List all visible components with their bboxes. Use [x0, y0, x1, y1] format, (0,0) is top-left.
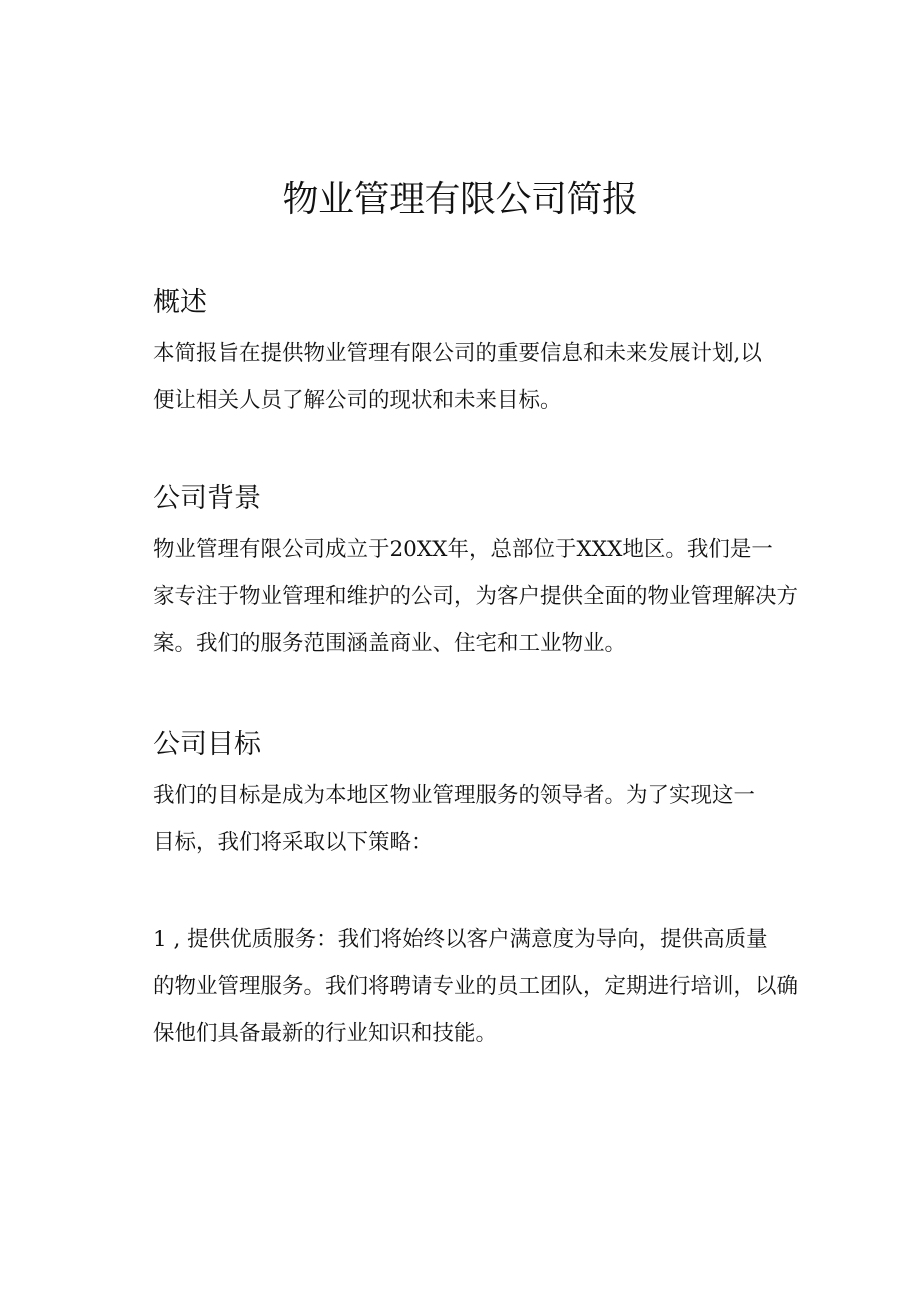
- paragraph-line: 物业管理有限公司成立于20XX年，总部位于XXX地区。我们是一: [153, 537, 773, 562]
- paragraph-line: 本简报旨在提供物业管理有限公司的重要信息和未来发展计划,以: [153, 341, 762, 366]
- paragraph-line: 的物业管理服务。我们将聘请专业的员工团队，定期进行培训，以确: [153, 974, 799, 999]
- section-heading-background: 公司背景: [153, 483, 261, 514]
- paragraph-line: 保他们具备最新的行业知识和技能。: [153, 1021, 498, 1046]
- paragraph-line: 我们的目标是成为本地区物业管理服务的领导者。为了实现这一: [153, 783, 756, 808]
- paragraph-line: 目标，我们将采取以下策略：: [153, 830, 433, 855]
- document-title: 物业管理有限公司简报: [282, 179, 638, 220]
- section-heading-overview: 概述: [153, 287, 207, 318]
- strategy-paragraph-1: [109, 916, 815, 1057]
- paragraph-line: 家专注于物业管理和维护的公司，为客户提供全面的物业管理解决方: [153, 584, 799, 609]
- section-paragraph-goals: [109, 772, 815, 866]
- section-paragraph-background: [109, 526, 815, 667]
- section-heading-goals: 公司目标: [153, 729, 261, 760]
- paragraph-line: 案。我们的服务范围涵盖商业、住宅和工业物业。: [153, 631, 627, 656]
- paragraph-line: 便让相关人员了解公司的现状和未来目标。: [153, 388, 562, 413]
- section-paragraph-overview: [109, 330, 815, 424]
- paragraph-line: 1 , 提供优质服务：我们将始终以客户满意度为导向，提供高质量: [153, 927, 768, 952]
